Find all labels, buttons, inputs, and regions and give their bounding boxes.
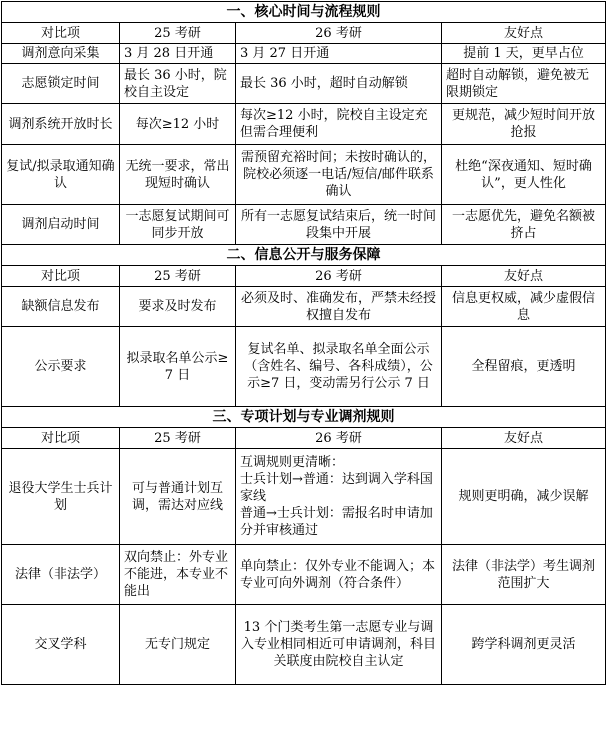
header-cell: 26 考研 bbox=[236, 428, 442, 449]
table-cell: 缺额信息发布 bbox=[2, 287, 120, 327]
table-cell: 一志愿优先，避免名额被挤占 bbox=[442, 205, 606, 245]
table-cell: 最长 36 小时，院校自主设定 bbox=[120, 64, 236, 104]
table-row bbox=[2, 145, 606, 205]
table-cell: 拟录取名单公示≥7 日 bbox=[120, 327, 236, 407]
section-title-row bbox=[2, 2, 606, 23]
table-row bbox=[2, 205, 606, 245]
header-cell: 25 考研 bbox=[120, 266, 236, 287]
table-cell: 提前 1 天，更早占位 bbox=[442, 44, 606, 64]
table-cell: 信息更权威，减少虚假信息 bbox=[442, 287, 606, 327]
header-cell: 26 考研 bbox=[236, 23, 442, 44]
table-cell: 每次≥12 小时 bbox=[120, 104, 236, 145]
table-cell: 更规范，减少短时间开放抢报 bbox=[442, 104, 606, 145]
header-cell: 友好点 bbox=[442, 428, 606, 449]
header-cell: 友好点 bbox=[442, 23, 606, 44]
table-cell: 13 个门类考生第一志愿专业与调入专业相同相近可申请调剂，科目关联度由院校自主认定 bbox=[236, 605, 442, 685]
header-cell: 25 考研 bbox=[120, 23, 236, 44]
table-cell: 无统一要求，常出现短时确认 bbox=[120, 145, 236, 205]
header-cell: 对比项 bbox=[2, 428, 120, 449]
table-cell: 调剂启动时间 bbox=[2, 205, 120, 245]
table-cell: 互调规则更清晰： 士兵计划→普通：达到调入学科国家线 普通→士兵计划：需报名时申请加分并审核通过 bbox=[236, 449, 442, 545]
table-cell: 需预留充裕时间；未按时确认的，院校必须逐一电话/短信/邮件联系确认 bbox=[236, 145, 442, 205]
table-row bbox=[2, 545, 606, 605]
table-cell: 双向禁止：外专业不能进，本专业不能出 bbox=[120, 545, 236, 605]
table-cell: 法律（非法学）考生调剂范围扩大 bbox=[442, 545, 606, 605]
table-row bbox=[2, 104, 606, 145]
table-cell: 一志愿复试期间可同步开放 bbox=[120, 205, 236, 245]
table-cell: 3 月 27 日开通 bbox=[236, 44, 442, 64]
table-cell: 交叉学科 bbox=[2, 605, 120, 685]
table-cell: 单向禁止：仅外专业不能调入；本专业可向外调剂（符合条件） bbox=[236, 545, 442, 605]
table-cell: 3 月 28 日开通 bbox=[120, 44, 236, 64]
header-cell: 26 考研 bbox=[236, 266, 442, 287]
table-row bbox=[2, 605, 606, 685]
section-title: 二、信息公开与服务保障 bbox=[2, 245, 606, 266]
table-cell: 调剂意向采集 bbox=[2, 44, 120, 64]
header-cell: 友好点 bbox=[442, 266, 606, 287]
table-cell: 复试名单、拟录取名单全面公示（含姓名、编号、各科成绩），公示≥7 日，变动需另行公示 7 日 bbox=[236, 327, 442, 407]
table-row bbox=[2, 44, 606, 64]
table-cell: 超时自动解锁，避免被无限期锁定 bbox=[442, 64, 606, 104]
header-cell: 对比项 bbox=[2, 266, 120, 287]
table-cell: 杜绝“深夜通知、短时确认”，更人性化 bbox=[442, 145, 606, 205]
table-cell: 规则更明确，减少误解 bbox=[442, 449, 606, 545]
table-cell: 法律（非法学） bbox=[2, 545, 120, 605]
comparison-table bbox=[1, 1, 606, 685]
section-title-row bbox=[2, 245, 606, 266]
table-cell: 所有一志愿复试结束后，统一时间段集中开展 bbox=[236, 205, 442, 245]
table-cell: 要求及时发布 bbox=[120, 287, 236, 327]
table-cell: 志愿锁定时间 bbox=[2, 64, 120, 104]
header-row bbox=[2, 428, 606, 449]
table-cell: 最长 36 小时，超时自动解锁 bbox=[236, 64, 442, 104]
table-cell: 必须及时、准确发布，严禁未经授权擅自发布 bbox=[236, 287, 442, 327]
table-row bbox=[2, 327, 606, 407]
table-cell: 复试/拟录取通知确认 bbox=[2, 145, 120, 205]
header-cell: 25 考研 bbox=[120, 428, 236, 449]
header-cell: 对比项 bbox=[2, 23, 120, 44]
table-row bbox=[2, 64, 606, 104]
table-cell: 退役大学生士兵计划 bbox=[2, 449, 120, 545]
table-cell: 公示要求 bbox=[2, 327, 120, 407]
header-row bbox=[2, 266, 606, 287]
table-row bbox=[2, 287, 606, 327]
table-cell: 跨学科调剂更灵活 bbox=[442, 605, 606, 685]
section-title-row bbox=[2, 407, 606, 428]
table-cell: 无专门规定 bbox=[120, 605, 236, 685]
section-title: 一、核心时间与流程规则 bbox=[2, 2, 606, 23]
table-cell: 调剂系统开放时长 bbox=[2, 104, 120, 145]
table-cell: 全程留痕，更透明 bbox=[442, 327, 606, 407]
table-row bbox=[2, 449, 606, 545]
section-title: 三、专项计划与专业调剂规则 bbox=[2, 407, 606, 428]
table-cell: 可与普通计划互调，需达对应线 bbox=[120, 449, 236, 545]
header-row bbox=[2, 23, 606, 44]
table-cell: 每次≥12 小时，院校自主设定充但需合理便利 bbox=[236, 104, 442, 145]
